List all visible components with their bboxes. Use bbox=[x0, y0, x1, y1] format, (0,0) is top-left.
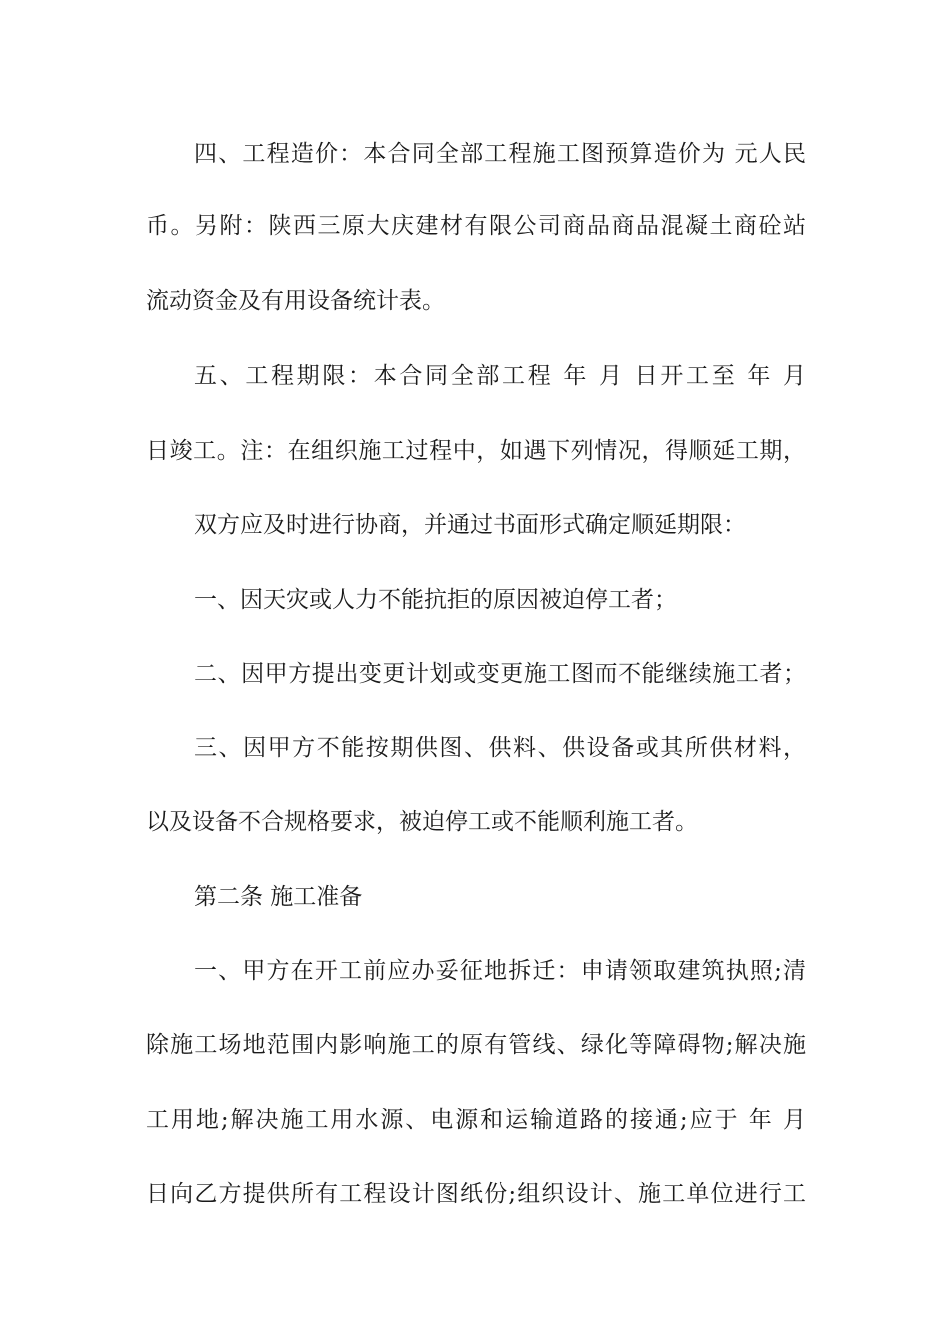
paragraph-line-6: 双方应及时进行协商，并通过书面形式确定顺延期限： bbox=[194, 512, 746, 538]
paragraph-line-7: 一、因天灾或人力不能抗拒的原因被迫停工者； bbox=[194, 587, 677, 613]
paragraph-line-4: 五、工程期限：本合同全部工程 年 月 日开工至 年 月 bbox=[194, 363, 806, 389]
paragraph-line-13: 除施工场地范围内影响施工的原有管线、绿化等障碍物;解决施 bbox=[146, 1032, 806, 1058]
section-heading: 第二条 施工准备 bbox=[194, 884, 363, 910]
paragraph-line-12: 一、甲方在开工前应办妥征地拆迁：申请领取建筑执照;清 bbox=[194, 958, 806, 984]
paragraph-line-15: 日向乙方提供所有工程设计图纸份;组织设计、施工单位进行工 bbox=[146, 1181, 806, 1207]
paragraph-line-9: 三、因甲方不能按期供图、供料、供设备或其所供材料， bbox=[194, 735, 806, 761]
paragraph-line-8: 二、因甲方提出变更计划或变更施工图而不能继续施工者； bbox=[194, 661, 806, 687]
paragraph-line-10: 以及设备不合规格要求，被迫停工或不能顺利施工者。 bbox=[146, 809, 698, 835]
paragraph-line-1: 四、工程造价：本合同全部工程施工图预算造价为 元人民 bbox=[194, 141, 806, 167]
paragraph-line-3: 流动资金及有用设备统计表。 bbox=[146, 288, 445, 314]
paragraph-line-5: 日竣工。注：在组织施工过程中，如遇下列情况，得顺延工期， bbox=[146, 438, 806, 464]
paragraph-line-2: 币。另附：陕西三原大庆建材有限公司商品商品混凝土商砼站 bbox=[146, 213, 806, 239]
paragraph-line-14: 工用地;解决施工用水源、电源和运输道路的接通;应于 年 月 bbox=[146, 1107, 806, 1133]
